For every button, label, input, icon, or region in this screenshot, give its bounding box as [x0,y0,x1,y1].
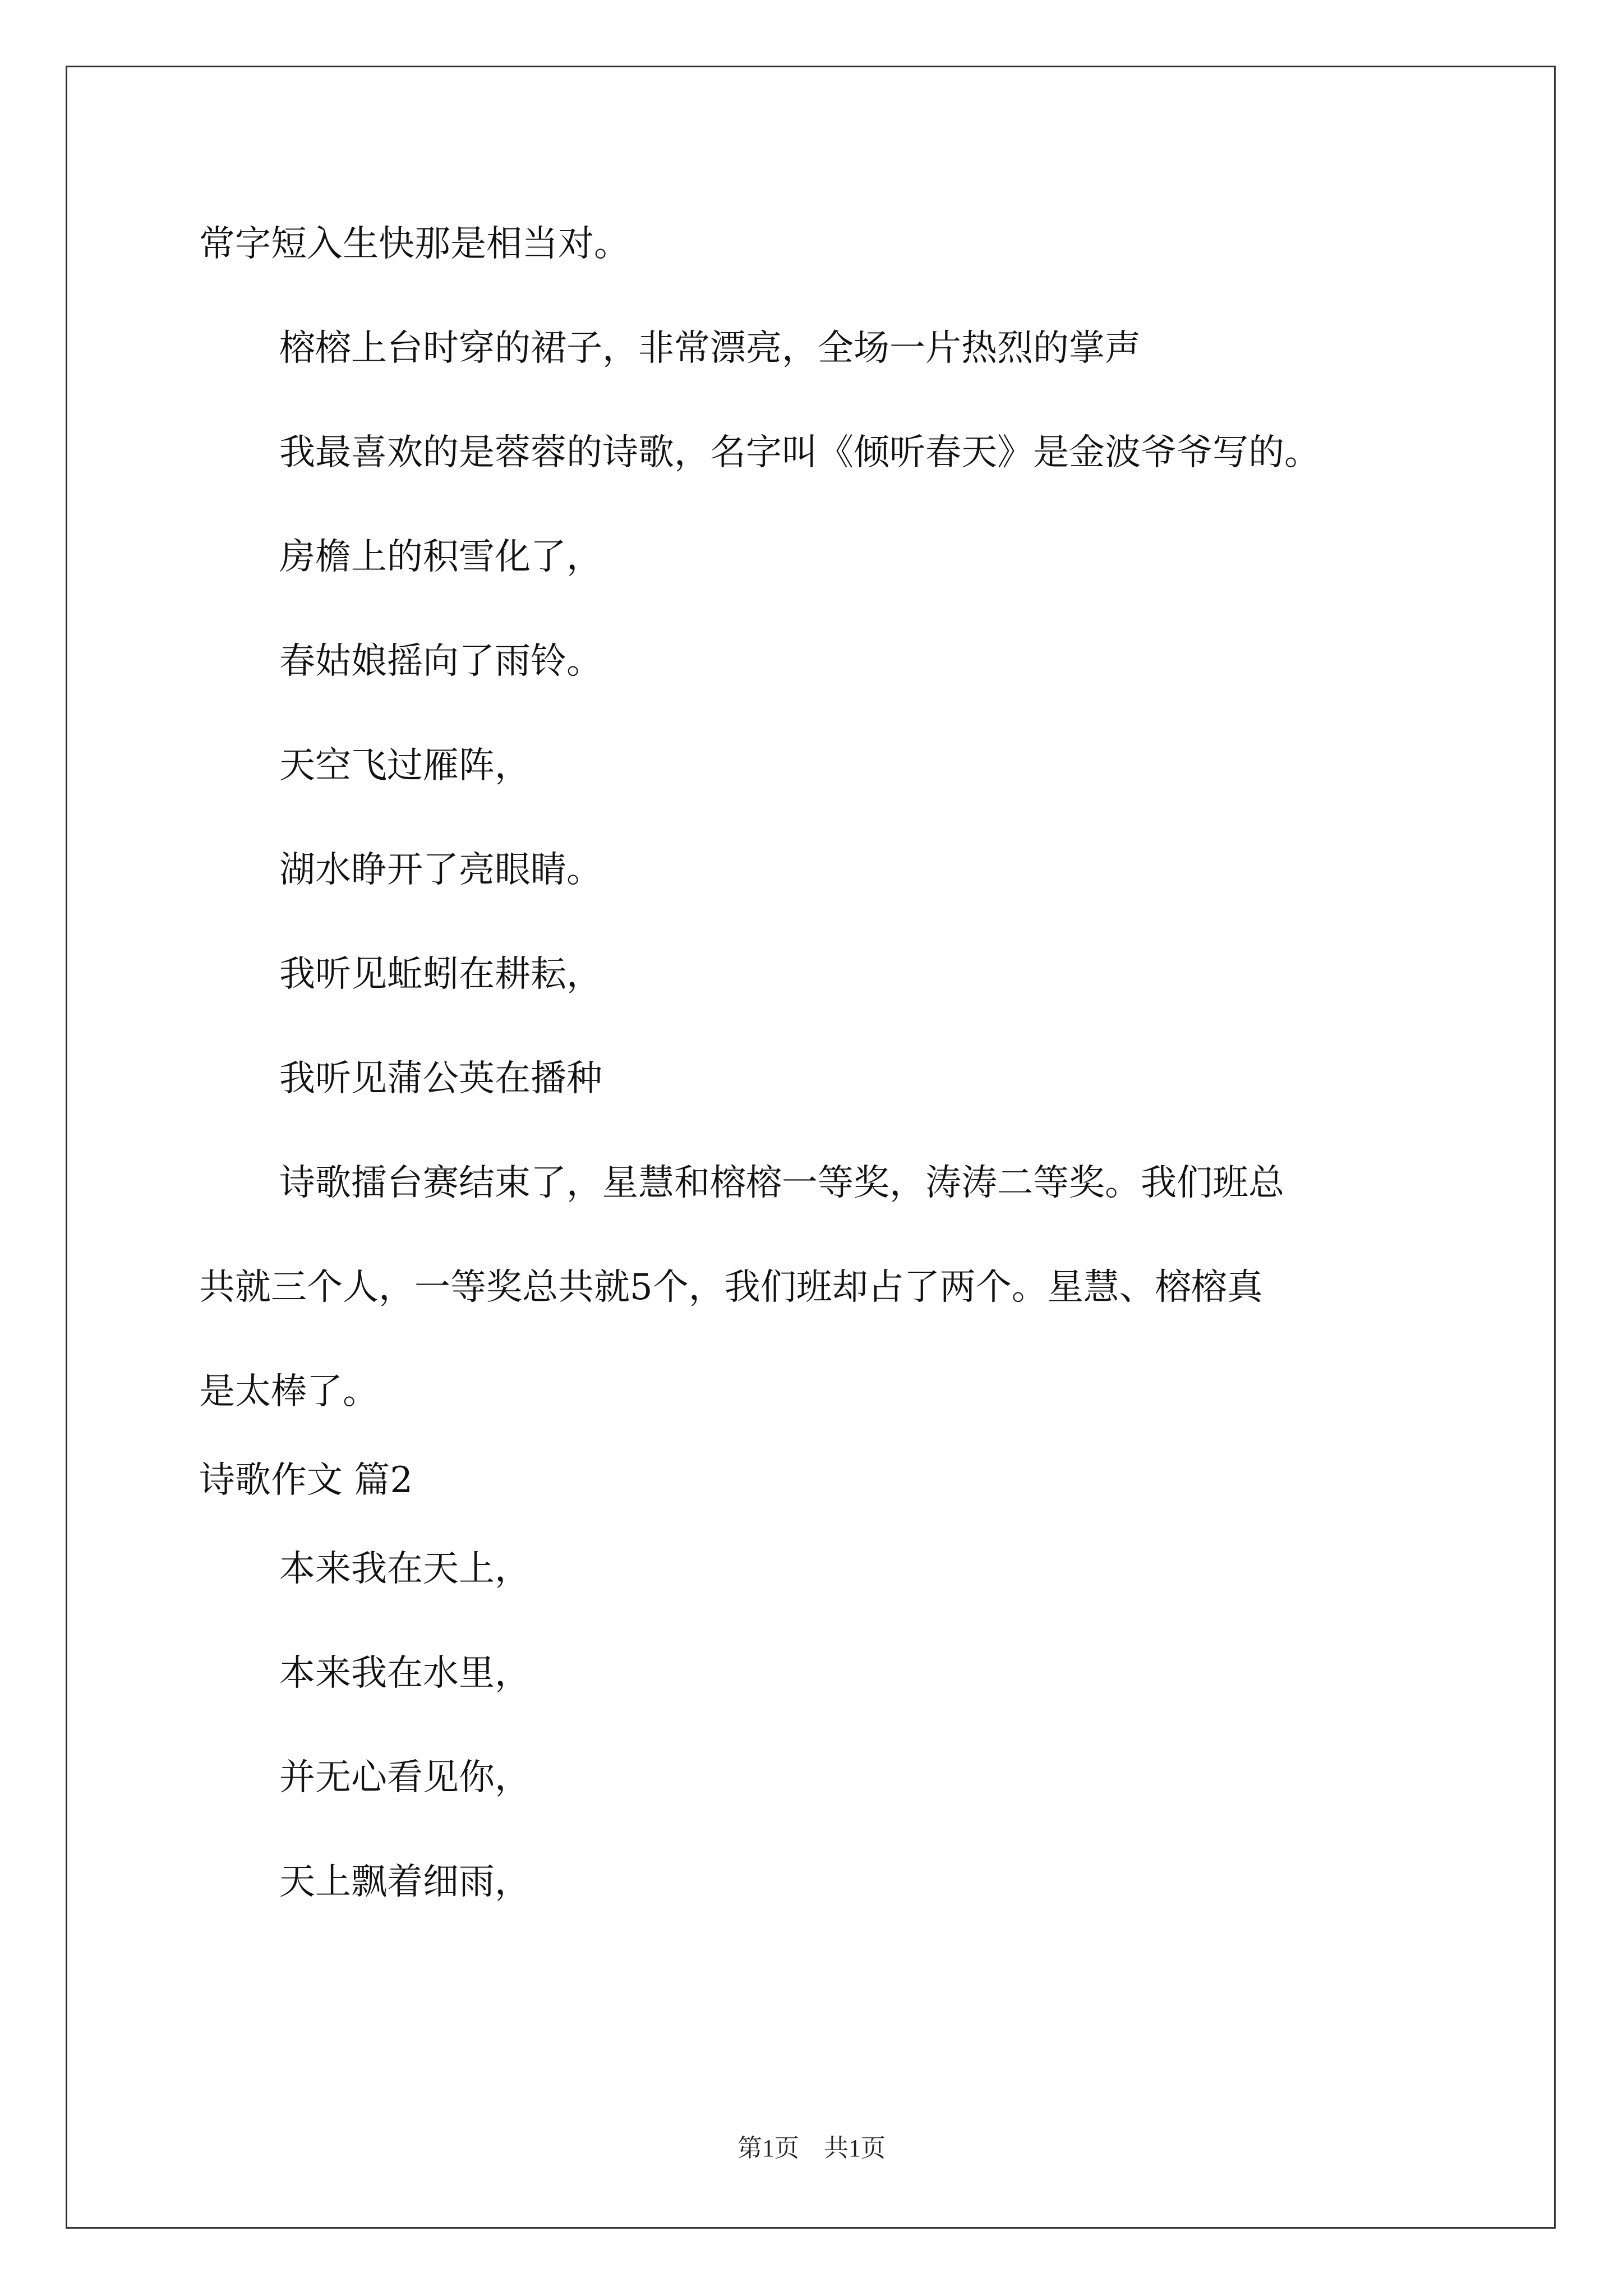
paragraph-line: 榕榕上台时穿的裙子，非常漂亮，全场一片热烈的掌声 [279,328,1141,369]
paragraph-line: 诗歌擂台赛结束了，星慧和榕榕一等奖，涛涛二等奖。我们班总 [279,1162,1284,1204]
document-body [199,218,1467,1960]
poem-line: 本来我在天上， [279,1548,531,1590]
poem-line: 春姑娘摇向了雨铃。 [279,641,602,682]
paragraph-line: 常字短入生快那是相当对。 [199,223,630,265]
poem-line: 并无心看见你， [279,1757,531,1798]
section-heading: 诗歌作文 篇2 [199,1460,413,1501]
poem-line: 我听见蒲公英在播种 [279,1058,602,1099]
paragraph-line: 共就三个人，一等奖总共就5个，我们班却占了两个。星慧、榕榕真 [199,1267,1263,1308]
poem-line: 湖水睁开了亮眼睛。 [279,849,602,891]
page-footer: 第1页 共1页 [737,2134,886,2162]
poem-line: 本来我在水里， [279,1653,531,1694]
poem-line: 我听见蚯蚓在耕耘， [279,954,602,995]
paragraph-line: 是太棒了。 [199,1371,379,1412]
paragraph-line: 我最喜欢的是蓉蓉的诗歌，名字叫《倾听春天》是金波爷爷写的。 [279,432,1320,473]
poem-line: 天上飘着细雨， [279,1861,531,1903]
poem-line: 天空飞过雁阵， [279,745,531,786]
poem-line: 房檐上的积雪化了， [279,536,602,578]
